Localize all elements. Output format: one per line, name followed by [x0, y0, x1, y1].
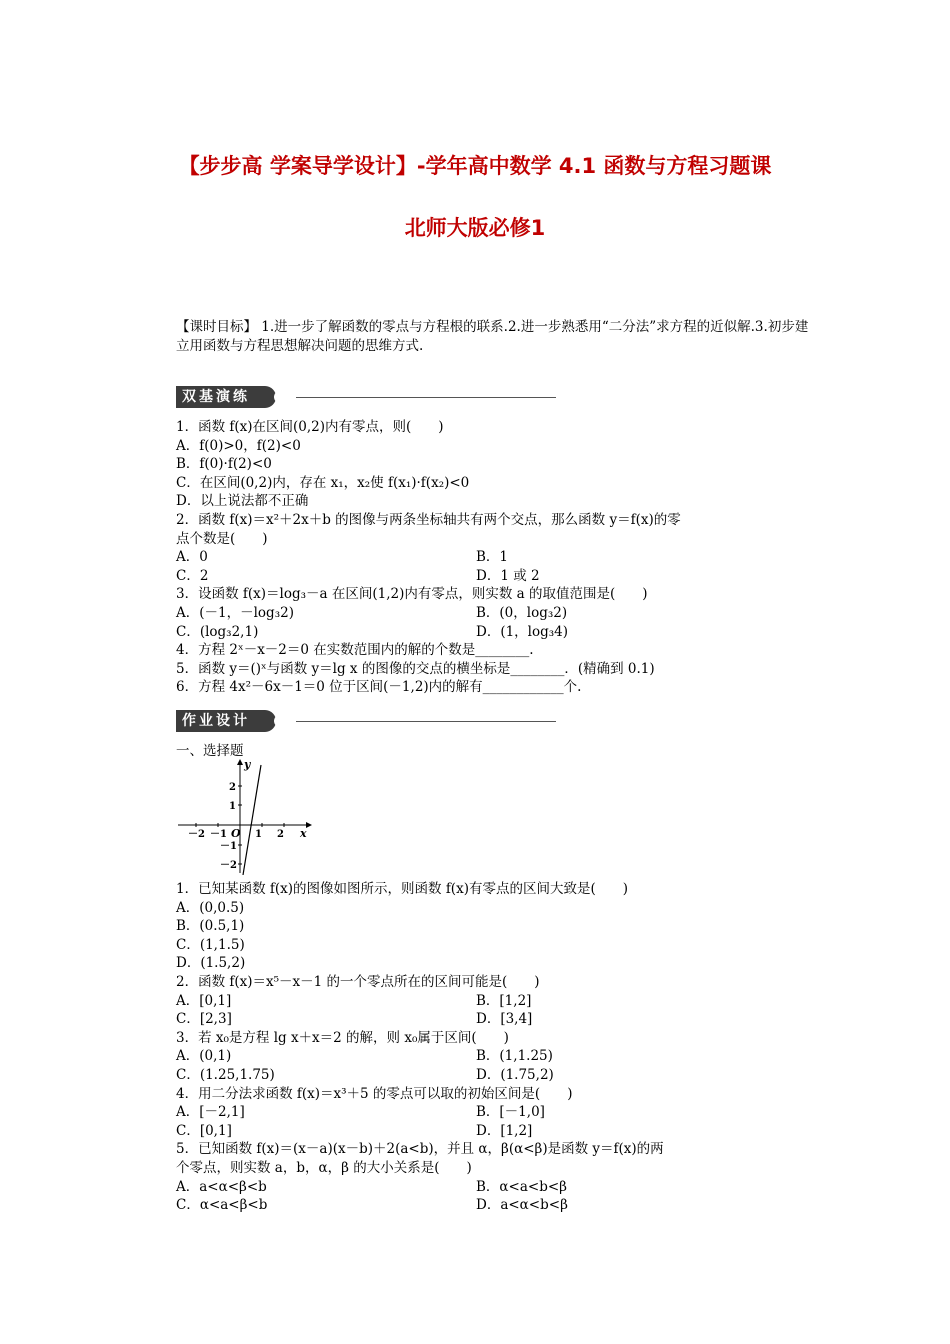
- option-left: A．(－1，－log₃2): [176, 604, 294, 621]
- section-rule: [296, 397, 556, 398]
- x-tick-label: －1: [210, 829, 227, 840]
- x-axis-arrow: [306, 822, 312, 828]
- option-right: D．a<α<b<β: [476, 1197, 568, 1214]
- option-right: B．(0，log₃2): [476, 604, 568, 621]
- question-line: 4．方程 2ˣ－x－2＝0 在实数范围内的解的个数是________.: [176, 642, 534, 659]
- homework-heading: 一、选择题: [176, 743, 244, 759]
- option-row: [176, 623, 816, 642]
- question-line: C．在区间(0,2)内，存在 x₁，x₂使 f(x₁)·f(x₂)<0: [176, 474, 470, 491]
- option-left: A．[0,1]: [176, 992, 232, 1009]
- option-right: B．α<a<b<β: [476, 1178, 567, 1195]
- option-left: A．0: [176, 549, 208, 566]
- function-line: [243, 765, 261, 875]
- option-left: A．a<α<β<b: [176, 1178, 267, 1195]
- section-label: 双基演练: [176, 386, 276, 408]
- option-left: C．2: [176, 567, 209, 584]
- y-axis-arrow: [237, 759, 243, 765]
- origin-label: O: [231, 827, 241, 840]
- option-right: B．[1,2]: [476, 992, 532, 1009]
- option-left: C．(log₃2,1): [176, 623, 259, 640]
- option-row: [176, 1196, 816, 1215]
- y-axis-label: y: [244, 758, 251, 771]
- question-line: C．(1,1.5): [176, 936, 245, 953]
- document-title-line-1: 【步步高 学案导学设计】-学年高中数学 4.1 函数与方程习题课: [178, 154, 772, 178]
- option-row: [176, 604, 816, 623]
- question-line: B．f(0)·f(2)<0: [176, 456, 272, 473]
- question-line: 1．函数 f(x)在区间(0,2)内有零点，则( ): [176, 419, 444, 435]
- y-tick-label: －2: [220, 860, 237, 871]
- option-row: [176, 1103, 816, 1122]
- option-right: D．(1，log₃4): [476, 623, 569, 640]
- section-label: 作业设计: [176, 710, 276, 732]
- x-tick-label: －2: [188, 829, 205, 840]
- bullet-dot: [274, 391, 286, 403]
- y-tick-label: 1: [229, 801, 236, 812]
- option-right: D．(1.75,2): [476, 1066, 554, 1083]
- question-line: 5．函数 y＝()ˣ与函数 y＝lg x 的图像的交点的横坐标是________．(精确到 0.1): [176, 660, 655, 677]
- option-right: D．1 或 2: [476, 567, 540, 584]
- option-row: [176, 1047, 816, 1066]
- lesson-goal: 【课时目标】 1.进一步了解函数的零点与方程根的联系.2.进一步熟悉用“二分法”求方程的近似解.3.初步建立用函数与方程思想解决问题的思维方式.: [176, 319, 809, 354]
- question-line: 6．方程 4x²－6x－1＝0 位于区间(－1,2)内的解有____________个.: [176, 679, 582, 696]
- option-right: B．(1,1.25): [476, 1048, 553, 1065]
- option-left: C．[0,1]: [176, 1122, 232, 1139]
- option-row: [176, 1010, 816, 1029]
- x-axis-label: x: [300, 827, 307, 840]
- question-line: 个零点，则实数 a，b，α，β 的大小关系是( ): [176, 1159, 472, 1176]
- practice-questions: [176, 418, 816, 697]
- function-graph: [176, 757, 316, 875]
- option-row: [176, 1122, 816, 1141]
- question-line: B．(0.5,1): [176, 918, 245, 935]
- question-line: 点个数是( ): [176, 530, 268, 547]
- option-right: D．[1,2]: [476, 1122, 533, 1139]
- question-line: 3．若 x₀是方程 lg x＋x＝2 的解，则 x₀属于区间( ): [176, 1029, 509, 1046]
- option-left: A．(0,1): [176, 1048, 232, 1065]
- bullet-dot: [274, 715, 286, 727]
- question-line: D．以上说法都不正确: [176, 493, 309, 510]
- y-tick-label: －1: [220, 841, 237, 852]
- question-line: 1．已知某函数 f(x)的图像如图所示，则函数 f(x)有零点的区间大致是( ): [176, 881, 628, 897]
- section-rule: [296, 721, 556, 722]
- option-row: [176, 1066, 816, 1085]
- question-line: 5．已知函数 f(x)＝(x－a)(x－b)＋2(a<b)，并且 α，β(α<β)是函数 y＝f(x)的两: [176, 1141, 664, 1158]
- option-row: [176, 567, 816, 586]
- option-row: [176, 992, 816, 1011]
- question-line: D．(1.5,2): [176, 955, 246, 972]
- option-left: C．(1.25,1.75): [176, 1066, 275, 1083]
- x-tick-label: 2: [277, 829, 284, 840]
- option-right: B．1: [476, 549, 509, 566]
- option-left: A．[－2,1]: [176, 1104, 245, 1121]
- x-tick-label: 1: [255, 829, 262, 840]
- option-left: C．[2,3]: [176, 1011, 232, 1028]
- y-tick-label: 2: [229, 782, 236, 793]
- homework-questions: [176, 880, 816, 1215]
- question-line: 3．设函数 f(x)＝log₃－a 在区间(1,2)内有零点，则实数 a 的取值范围是( ): [176, 586, 648, 603]
- option-right: B．[－1,0]: [476, 1104, 545, 1121]
- question-line: 2．函数 f(x)＝x⁵－x－1 的一个零点所在的区间可能是( ): [176, 973, 540, 990]
- option-row: [176, 1178, 816, 1197]
- option-left: C．α<a<β<b: [176, 1197, 268, 1214]
- option-right: D．[3,4]: [476, 1011, 533, 1028]
- question-line: A．(0,0.5): [176, 899, 245, 916]
- document-title-line-2: 北师大版必修1: [404, 216, 546, 240]
- question-line: 4．用二分法求函数 f(x)＝x³＋5 的零点可以取的初始区间是( ): [176, 1085, 573, 1102]
- option-row: [176, 548, 816, 567]
- question-line: 2．函数 f(x)＝x²＋2x＋b 的图像与两条坐标轴共有两个交点，那么函数 y＝f(x)的零: [176, 511, 681, 528]
- question-line: A．f(0)>0，f(2)<0: [176, 437, 301, 454]
